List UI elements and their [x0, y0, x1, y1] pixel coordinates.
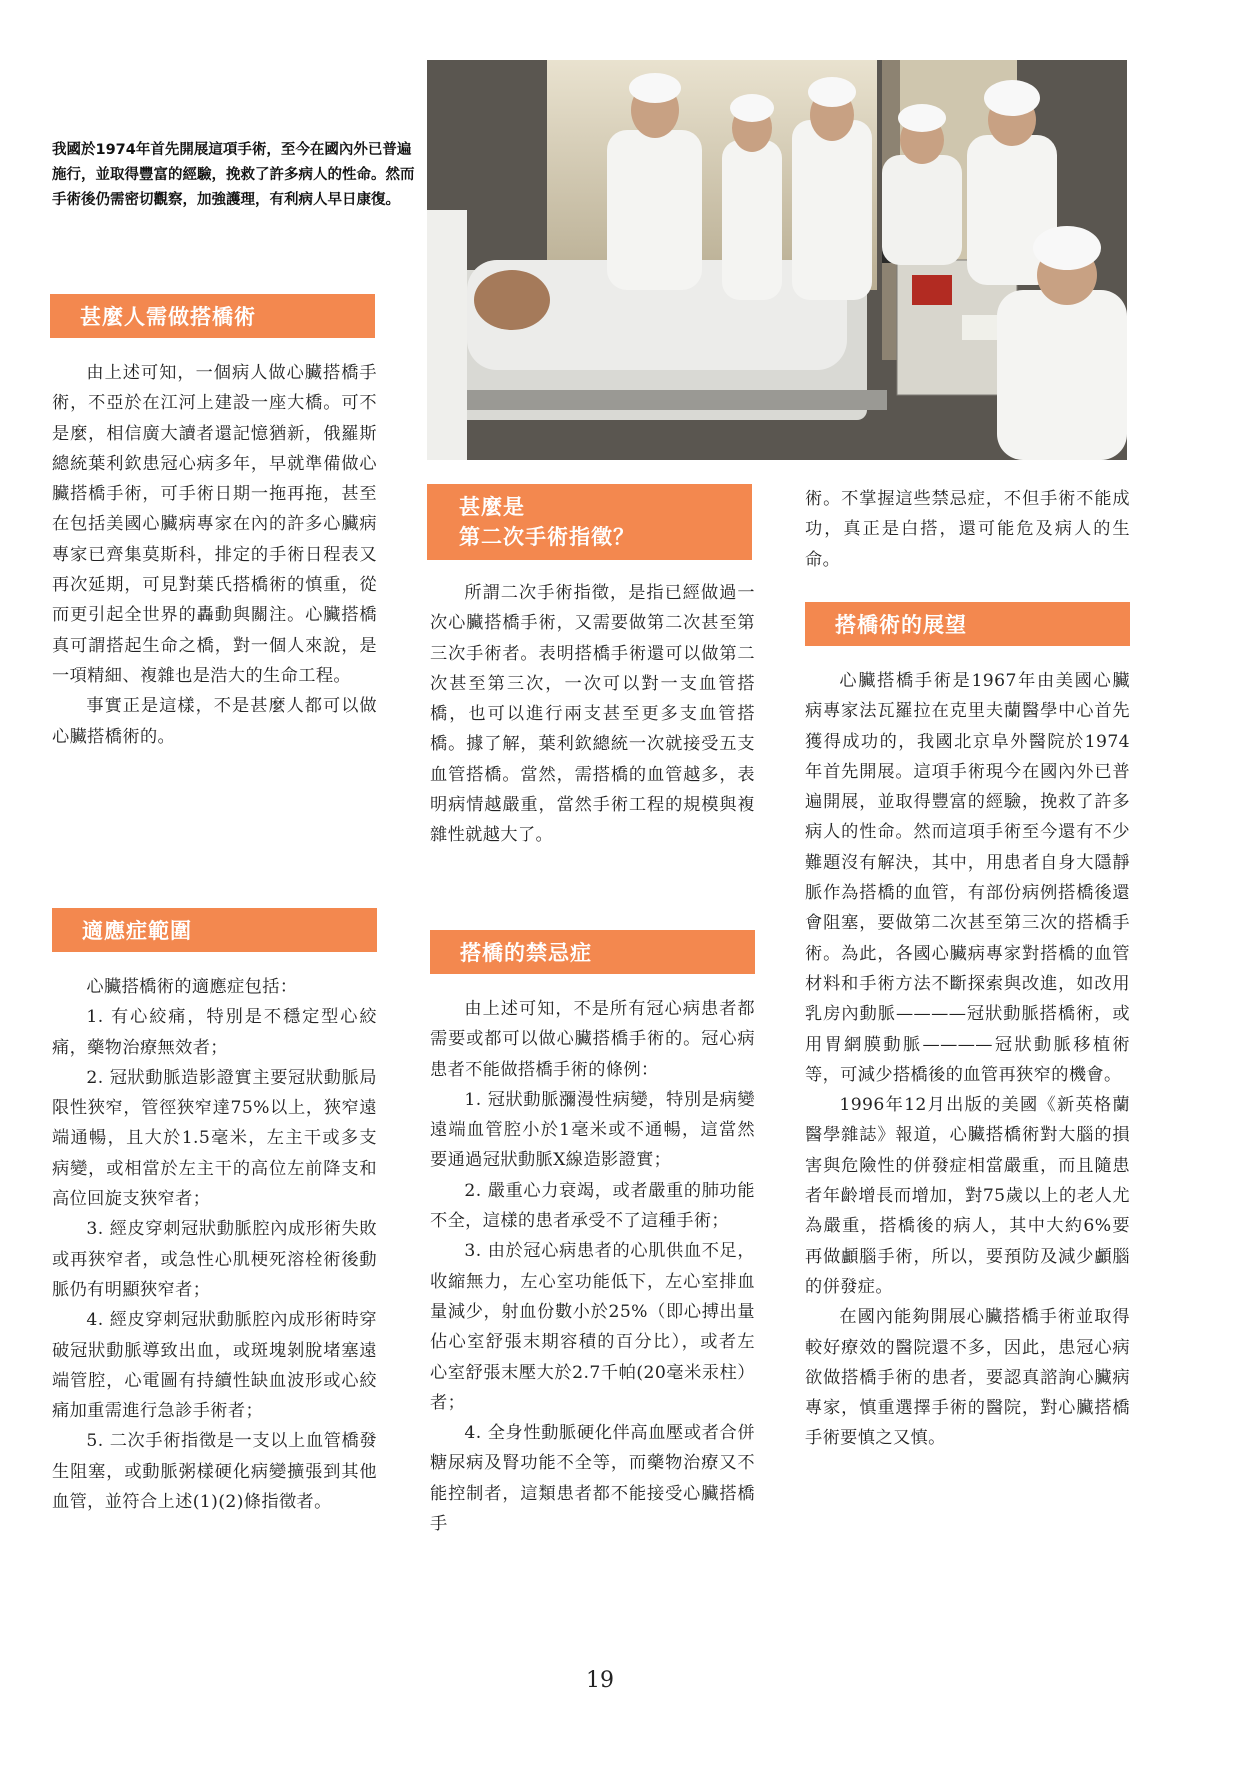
paragraph: 事實正是這樣，不是甚麼人都可以做心臟搭橋術的。	[52, 696, 377, 747]
page-number: 19	[586, 1668, 614, 1693]
paragraph: 1996年12月出版的美國《新英格蘭醫學雜誌》報道，心臟搭橋術對大腦的損害與危險性的併發症相當嚴重，而且隨患者年齡增長而增加，對75歲以上的老人尤為嚴重，搭橋後的病人，其中大約6%要再做顱腦手術，所以，要預防及減少顱腦的併發症。	[805, 1095, 1130, 1297]
section-heading-text: 適應症範圍	[82, 919, 192, 943]
section-heading-second	[427, 484, 752, 560]
section-body-contra-continued	[805, 484, 1130, 575]
paragraph: 2. 冠狀動脈造影證實主要冠狀動脈局限性狹窄，管徑狹窄達75%以上，狹窄遠端通暢，且大於1.5毫米，左主干或多支病變，或相當於左主干的高位左前降支和高位回旋支狹窄者；	[52, 1067, 377, 1210]
paragraph: 4. 全身性動脈硬化伴高血壓或者合併糖尿病及腎功能不全等，而藥物治療又不能控制者，這類患者都不能接受心臟搭橋手	[430, 1423, 755, 1535]
section-body-indications	[52, 972, 377, 1517]
photo-caption: 我國於1974年首先開展這項手術，至今在國內外已普遍施行，並取得豐富的經驗，挽救了許多病人的性命。然而手術後仍需密切觀察，加強護理，有利病人早日康復。	[52, 142, 415, 208]
paragraph: 1. 有心絞痛，特別是不穩定型心絞痛，藥物治療無效者；	[52, 1007, 377, 1058]
paragraph: 在國內能夠開展心臟搭橋手術並取得較好療效的醫院還不多，因此，患冠心病欲做搭橋手術的患者，要認真諮詢心臟病專家，慎重選擇手術的醫院，對心臟搭橋手術要慎之又慎。	[805, 1307, 1130, 1449]
paragraph: 1. 冠狀動脈瀰漫性病變，特別是病變遠端血管腔小於1毫米或不通暢，這當然要通過冠狀動脈X線造影證實；	[430, 1089, 755, 1171]
section-body-who	[52, 358, 377, 752]
section-heading-text: 第二次手術指徵？	[459, 525, 635, 549]
paragraph: 所謂二次手術指徵，是指已經做過一次心臟搭橋手術，又需要做第二次甚至第三次手術者。表明搭橋手術還可以做第二次甚至第三次，一次可以對一支血管搭橋，也可以進行兩支甚至更多支血管搭橋。據了解，葉利欽總統一次就接受五支血管搭橋。當然，需搭橋的血管越多，表明病情越嚴重，當然手術工程的規模與複雜性就越大了。	[430, 583, 755, 846]
section-body-outlook	[805, 666, 1130, 1454]
paragraph: 2. 嚴重心力衰竭，或者嚴重的肺功能不全，這樣的患者承受不了這種手術；	[430, 1180, 755, 1232]
section-body-second	[430, 578, 755, 851]
section-heading-indications	[52, 908, 377, 952]
section-heading-contra	[430, 930, 755, 974]
paragraph: 4. 經皮穿刺冠狀動脈腔內成形術時穿破冠狀動脈導致出血，或斑塊剝脫堵塞遠端管腔，心電圖有持續性缺血波形或心絞痛加重需進行急診手術者；	[52, 1310, 377, 1422]
section-heading-text: 甚麼人需做搭橋術	[80, 305, 256, 329]
section-heading-who	[50, 294, 375, 338]
paragraph: 由上述可知，不是所有冠心病患者都需要或都可以做心臟搭橋手術的。冠心病患者不能做搭橋手術的條例：	[430, 999, 755, 1080]
paragraph: 5. 二次手術指徵是一支以上血管橋發生阻塞，或動脈粥樣硬化病變擴張到其他血管，並符合上述(1)(2)條指徵者。	[52, 1431, 377, 1513]
paragraph: 3. 由於冠心病患者的心肌供血不足，收縮無力，左心室功能低下，左心室排血量減少，射血份數小於25%（即心搏出量佔心室舒張末期容積的百分比），或者左心室舒張末壓大於2.7千帕(20毫米汞柱）者；	[430, 1241, 755, 1413]
hospital-ward-illustration	[427, 60, 1127, 460]
section-heading-text: 甚麼是	[459, 495, 525, 519]
paragraph: 術。不掌握這些禁忌症，不但手術不能成功，真正是白搭，還可能危及病人的生命。	[805, 489, 1130, 570]
paragraph: 由上述可知，一個病人做心臟搭橋手術，不亞於在江河上建設一座大橋。可不是麼，相信廣大讀者還記憶猶新，俄羅斯總統葉利欽患冠心病多年，早就準備做心臟搭橋手術，可手術日期一拖再拖，甚至在包括美國心臟病專家在內的許多心臟病專家已齊集莫斯科，排定的手術日程表又再次延期，可見對葉氏搭橋術的慎重，從而更引起全世界的轟動與關注。心臟搭橋真可謂搭起生命之橋，對一個人來說，是一項精細、複雜也是浩大的生命工程。	[52, 363, 377, 686]
hospital-ward-photo	[427, 60, 1127, 460]
paragraph: 心臟搭橋手術是1967年由美國心臟病專家法瓦羅拉在克里夫蘭醫學中心首先獲得成功的，我國北京阜外醫院於1974年首先開展。這項手術現今在國內外已普遍開展，並取得豐富的經驗，挽救了許多病人的性命。然而這項手術至今還有不少難題沒有解決，其中，用患者自身大隱靜脈作為搭橋的血管，有部份病例搭橋後還會阻塞，要做第二次甚至第三次的搭橋手術。為此，各國心臟病專家對搭橋的血管材料和手術方法不斷探索與改進，如改用乳房內動脈————冠狀動脈搭橋術，或用胃網膜動脈————冠狀動脈移植術等，可減少搭橋後的血管再狹窄的機會。	[805, 671, 1130, 1085]
paragraph: 心臟搭橋術的適應症包括：	[86, 977, 298, 997]
section-heading-outlook	[805, 602, 1130, 646]
section-heading-text: 搭橋的禁忌症	[460, 941, 592, 965]
paragraph: 3. 經皮穿刺冠狀動脈腔內成形術失敗或再狹窄者，或急性心肌梗死溶栓術後動脈仍有明顯狹窄者；	[52, 1219, 377, 1300]
section-heading-text: 搭橋術的展望	[835, 613, 967, 637]
section-body-contra	[430, 994, 755, 1539]
